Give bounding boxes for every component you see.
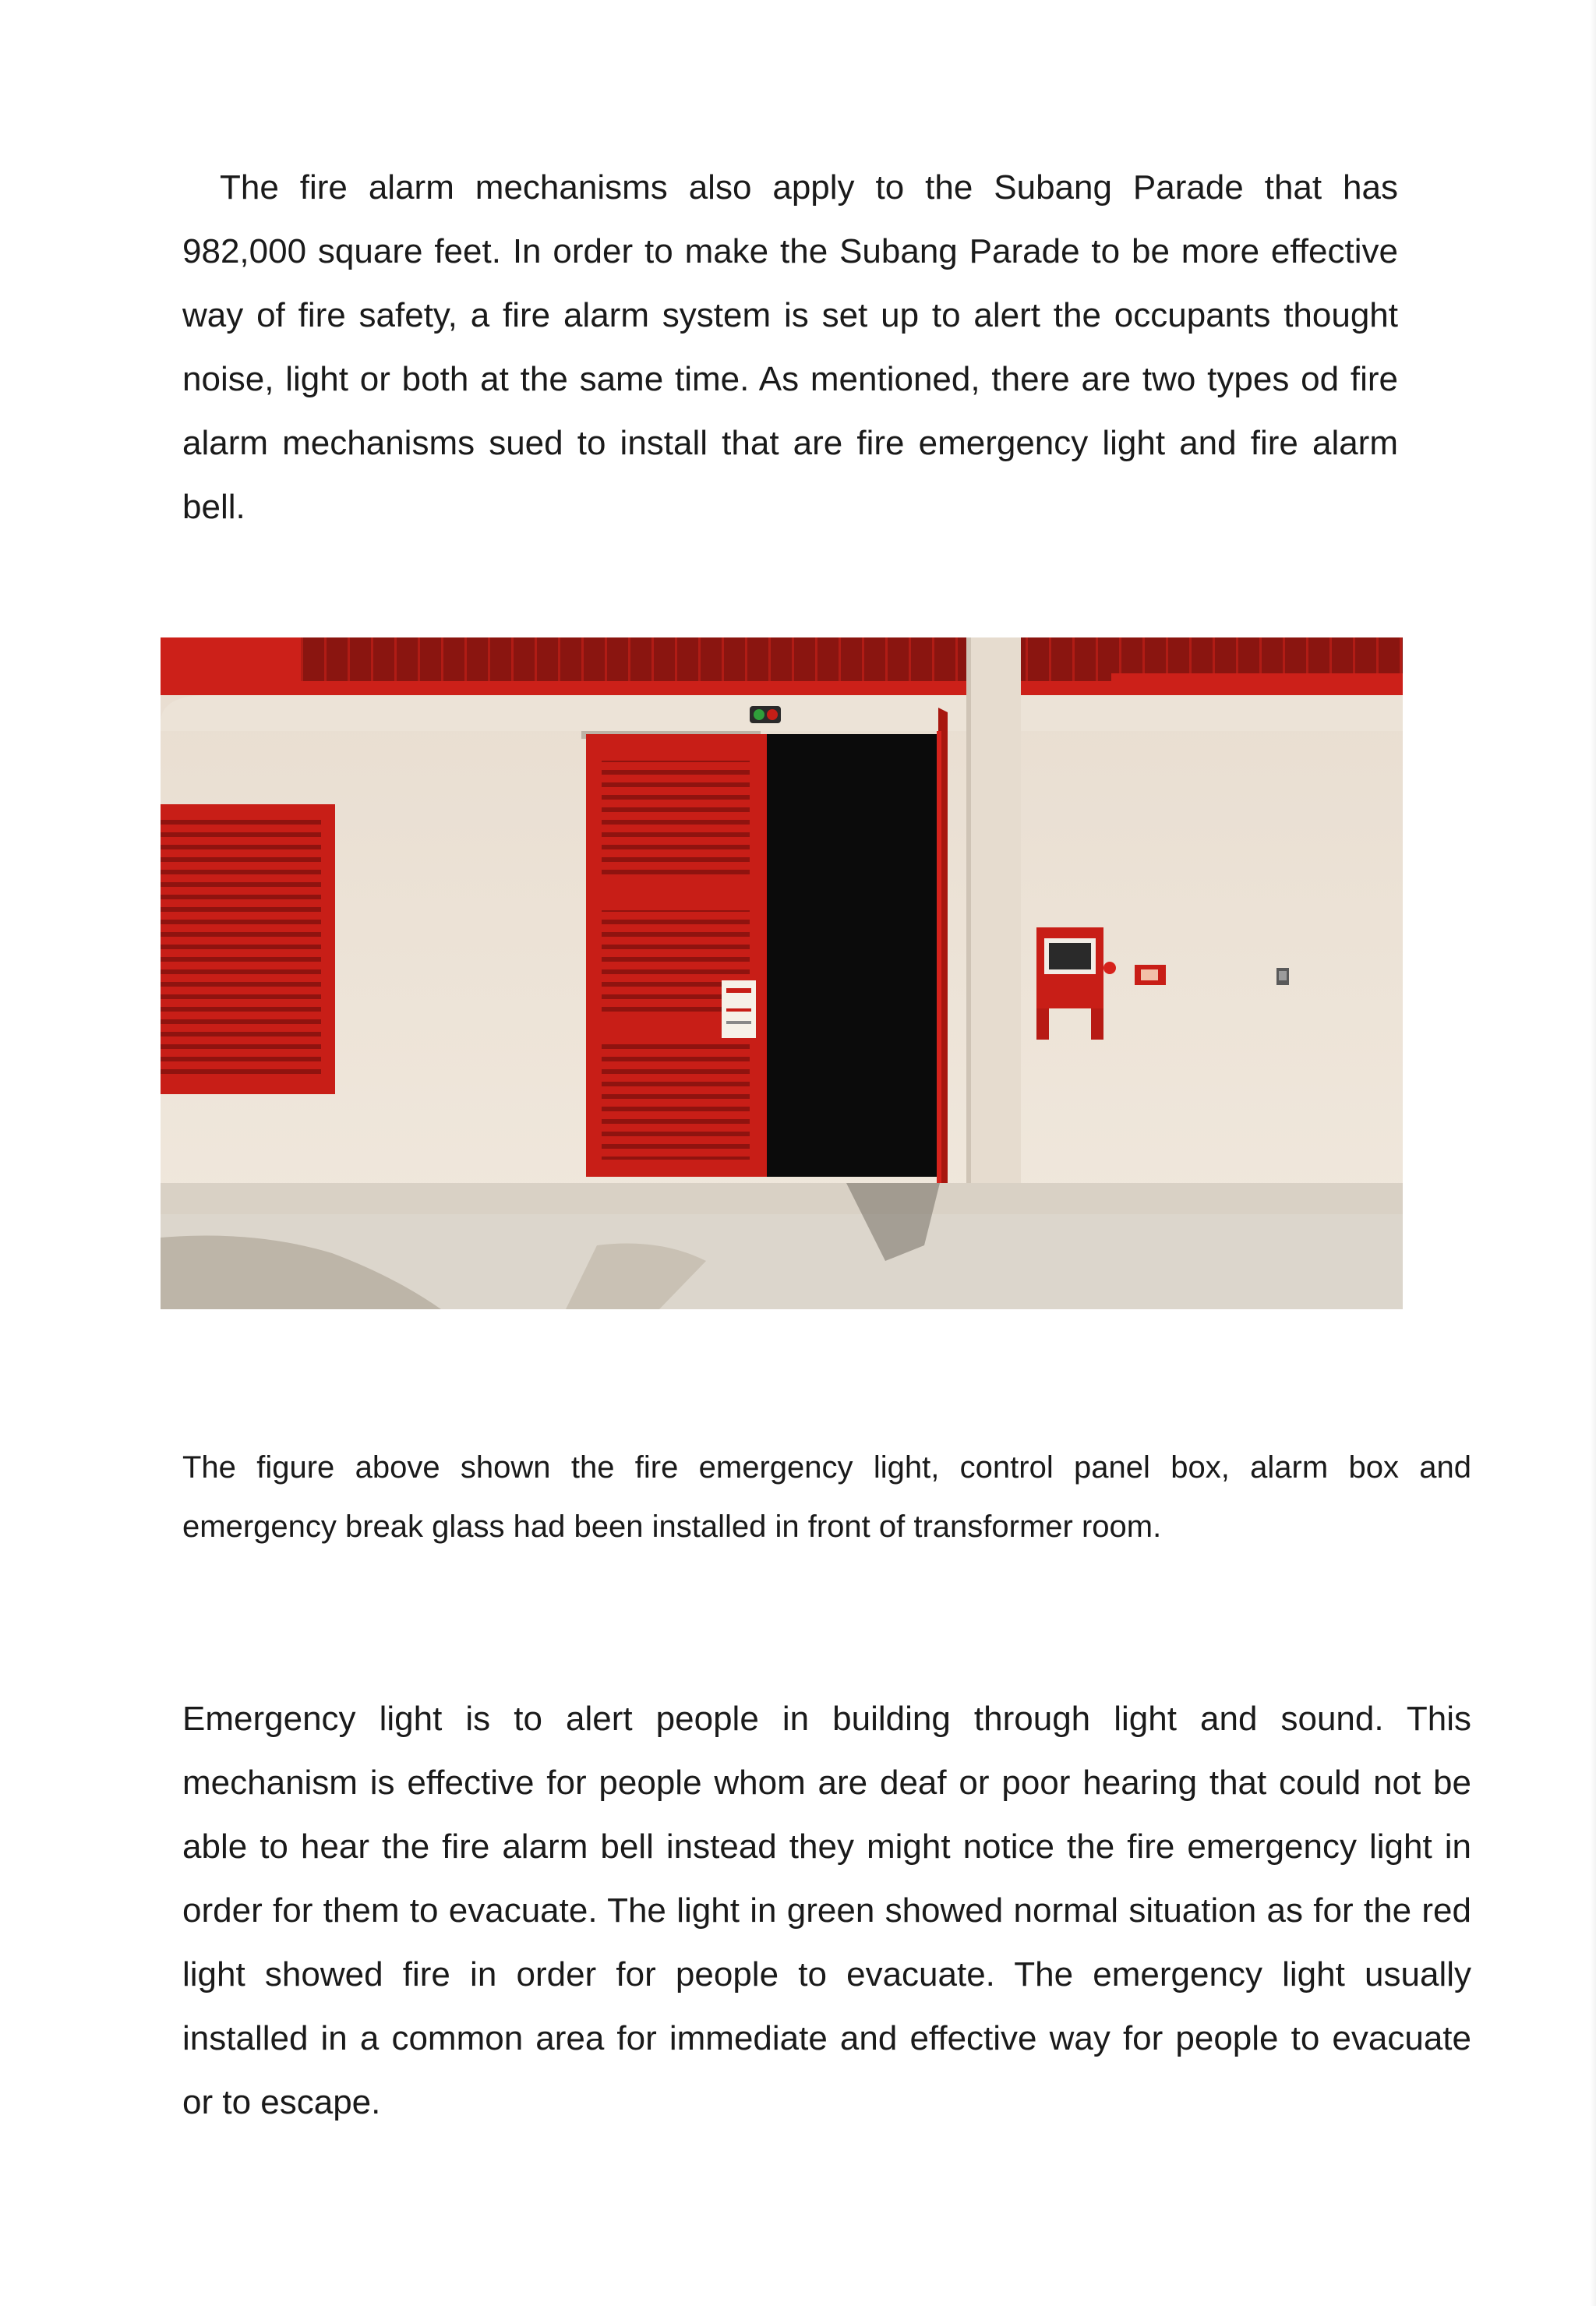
paragraph-fire-alarm-mechanisms xyxy=(182,156,1398,539)
paragraph-1-text: The fire alarm mechanisms also apply to the Subang Parade that has 982,000 square feet. In order to make the Subang Parade to be more effective way of fire safety, a fire alarm system is set up to alert the occupants thought noise, light or both at the same time. As mentioned, there are two types od fire alarm mechanisms sued to install that are fire emergency light and fire alarm bell. xyxy=(182,168,1398,526)
figure-caption: The figure above shown the fire emergency light, control panel box, alarm box and emergency break glass had been installed in front of transformer room. xyxy=(182,1450,1471,1544)
paragraph-emergency-light: Emergency light is to alert people in building through light and sound. This mechanism is effective for people whom are deaf or poor hearing that could not be able to hear the fire alarm bell instead they might notice the fire emergency light in order for them to evacuate. The light in green showed normal situation as for the red light showed fire in order for people to evacuate. The emergency light usually installed in a common area for immediate and effective way for people to evacuate or to escape. xyxy=(182,1700,1471,2121)
page-edge xyxy=(1590,0,1596,2306)
transformer-room-photo xyxy=(161,637,1403,1309)
